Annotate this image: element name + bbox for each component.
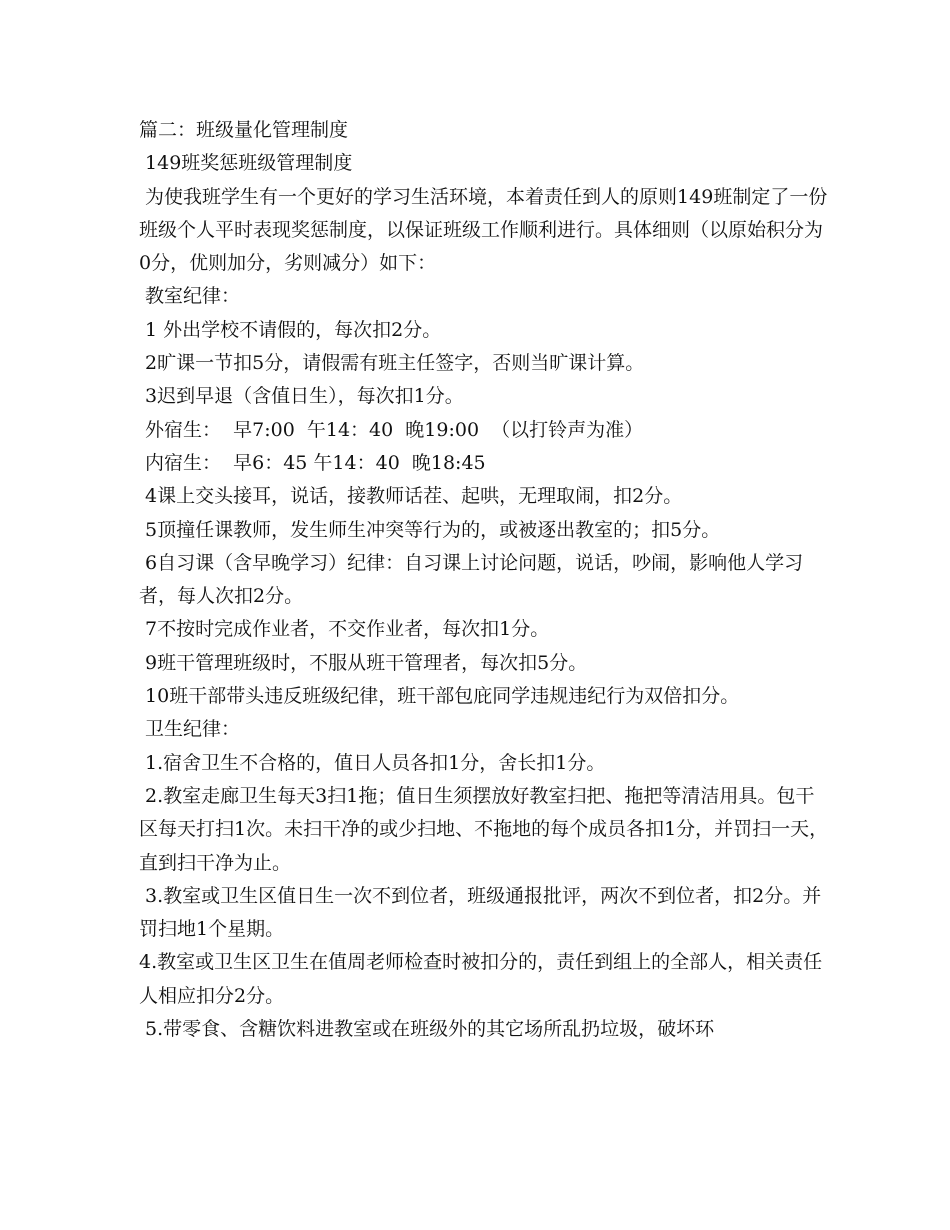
document-body — [139, 114, 829, 1046]
rule-item: 3.教室或卫生区值日生一次不到位者，班级通报批评，两次不到位者，扣2分。并罚扫地1个星期。 — [139, 884, 822, 941]
rule-item: 3迟到早退（含值日生），每次扣1分。 — [139, 385, 464, 408]
rule-item: 5.带零食、含糖饮料进教室或在班级外的其它场所乱扔垃圾，破坏环 — [139, 1018, 715, 1041]
rule-item: 6自习课（含早晚学习）纪律：自习课上讨论问题，说话，吵闹，影响他人学习者，每人次扣2分。 — [139, 551, 804, 608]
rule-item: 9班干管理班级时，不服从班干管理者，每次扣5分。 — [139, 651, 588, 674]
rule-item: 7不按时完成作业者，不交作业者，每次扣1分。 — [139, 618, 550, 641]
section-title: 篇二：班级量化管理制度 — [139, 119, 349, 141]
rule-item: 2旷课一节扣5分，请假需有班主任签字，否则当旷课计算。 — [139, 352, 645, 375]
rule-item: 1.宿舍卫生不合格的，值日人员各扣1分，舍长扣1分。 — [139, 751, 606, 774]
classroom-discipline-heading: 教室纪律： — [139, 285, 241, 308]
rule-item: 4课上交头接耳，说话，接教师话茬、起哄，无理取闹，扣2分。 — [139, 485, 683, 508]
rule-item: 4.教室或卫生区卫生在值周老师检查时被扣分的，责任到组上的全部人，相关责任人相应扣分2分。 — [139, 951, 823, 1007]
rules-title: 149班奖惩班级管理制度 — [139, 152, 353, 175]
schedule-line: 外宿生： 早7:00 午14：40 晚19:00 （以打铃声为准） — [139, 418, 644, 441]
rule-item: 10班干部带头违反班级纪律，班干部包庇同学违规违纪行为双倍扣分。 — [139, 685, 740, 708]
hygiene-discipline-heading: 卫生纪律： — [139, 718, 241, 741]
rule-item: 5顶撞任课教师，发生师生冲突等行为的，或被逐出教室的；扣5分。 — [139, 518, 721, 541]
intro-paragraph: 为使我班学生有一个更好的学习生活环境，本着责任到人的原则149班制定了一份班级个人平时表现奖惩制度，以保证班级工作顺利进行。具体细则（以原始积分为0分，优则加分，劣则减分）如下： — [139, 185, 828, 275]
schedule-line: 内宿生： 早6：45 午14：40 晚18:45 — [139, 451, 486, 474]
rule-item: 1 外出学校不请假的，每次扣2分。 — [139, 318, 442, 341]
rule-item: 2.教室走廊卫生每天3扫1拖；值日生须摆放好教室扫把、拖把等清洁用具。包干区每天打扫1次。未扫干净的或少扫地、不拖地的每个成员各扣1分，并罚扫一天，直到扫干净为止。 — [139, 784, 829, 874]
